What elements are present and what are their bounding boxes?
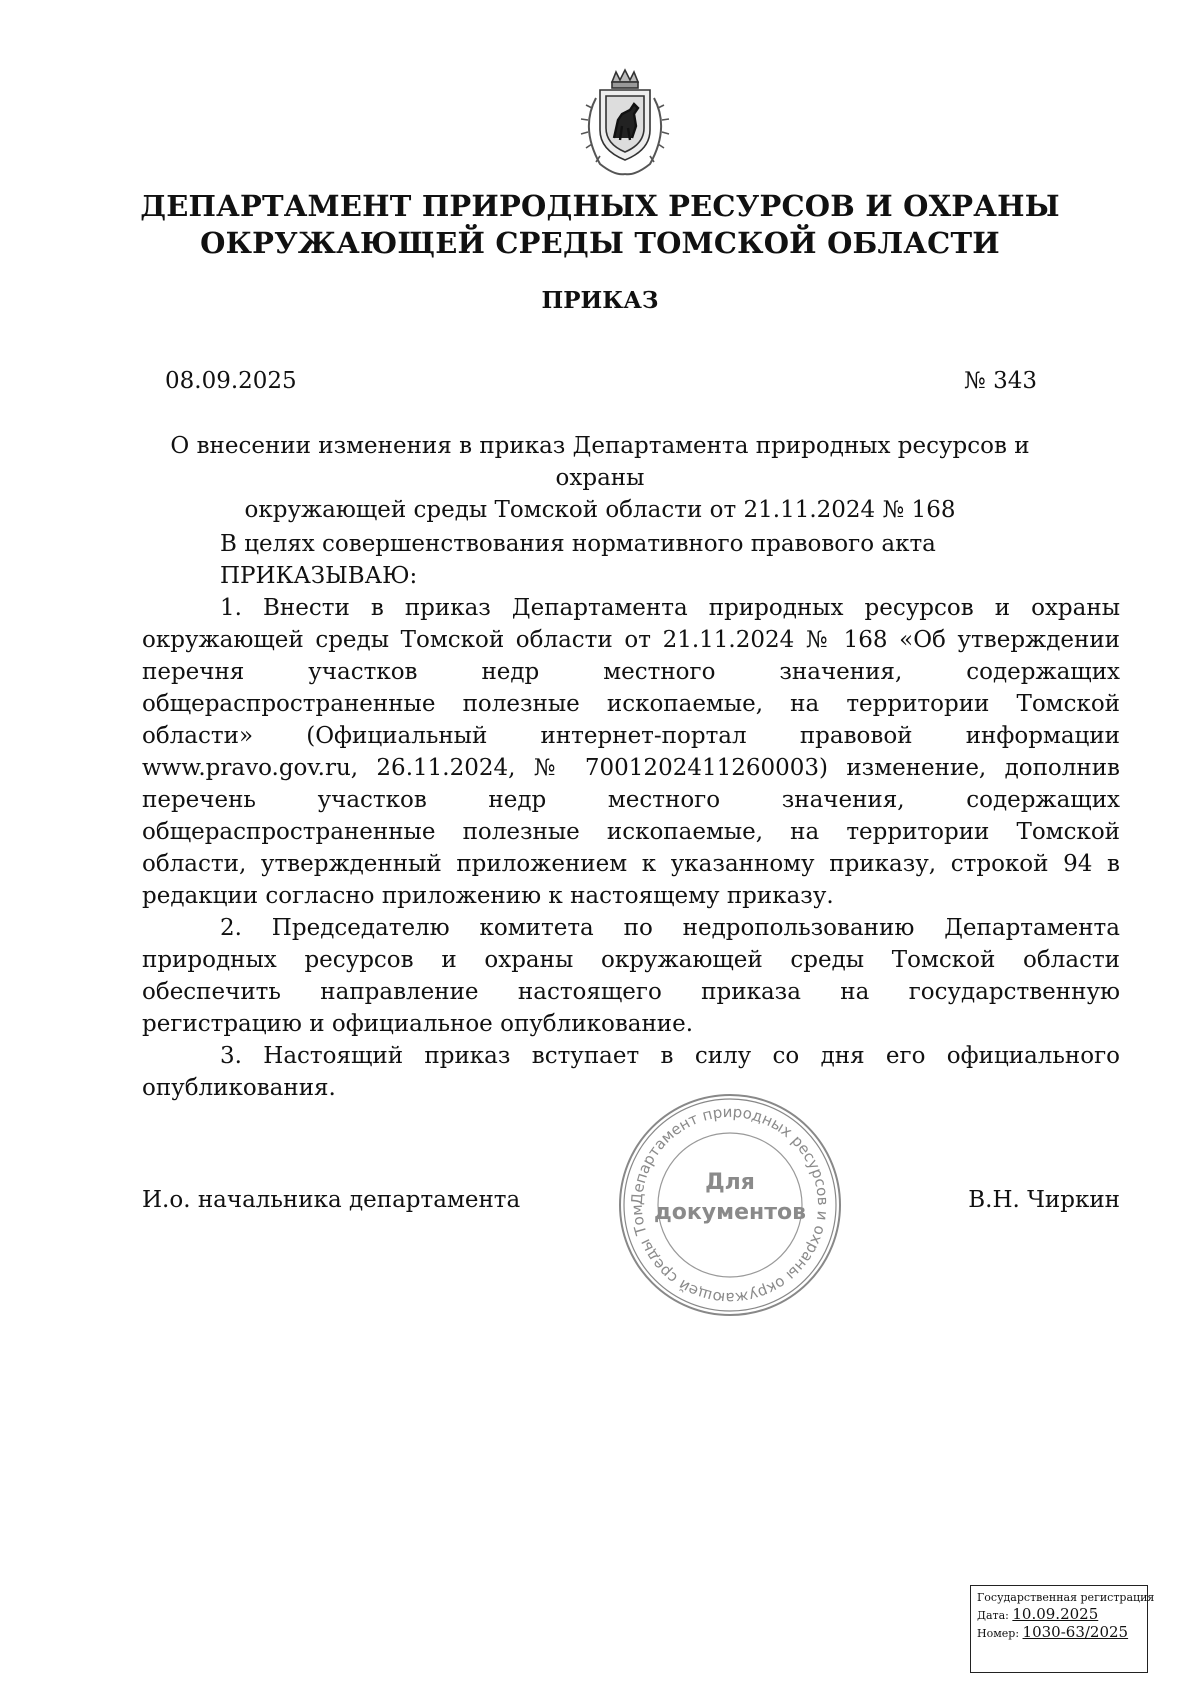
document-number: № 343 — [964, 368, 1037, 394]
command-word: ПРИКАЗЫВАЮ: — [220, 563, 418, 589]
subject-line-1: О внесении изменения в приказ Департамента природных ресурсов и охраны — [170, 433, 1030, 491]
organization-line-1: ДЕПАРТАМЕНТ ПРИРОДНЫХ РЕСУРСОВ И ОХРАНЫ — [140, 189, 1060, 223]
stamp-center-line-2: документов — [653, 1200, 807, 1225]
registration-date-value: 10.09.2025 — [1012, 1605, 1099, 1623]
registration-number-value: 1030-63/2025 — [1022, 1623, 1129, 1641]
document-type: ПРИКАЗ — [541, 287, 659, 314]
signature-role: И.о. начальника департамента — [142, 1187, 521, 1213]
registration-date-row — [977, 1606, 1141, 1624]
registration-box — [970, 1585, 1155, 1673]
organization-name — [120, 188, 1080, 262]
item-3-paragraph: 3. Настоящий приказ вступает в силу со дня его официального опубликования. — [142, 1043, 1120, 1101]
item-1-paragraph: 1. Внести в приказ Департамента природных ресурсов и охраны окружающей среды Томской области от 21.11.2024 № 168 «Об утверждении перечня участков недр местного значения, содержащих общераспространенные полезные ископаемые, на территории Томской области» (Официальный интернет-портал правовой информации www.pravo.gov.ru, 26.11.2024, № 7001202411260003) изменение, дополнив перечень участков недр местного значения, содержащих общераспространенные полезные ископаемые, на территории Томской области, утвержденный приложением к указанному приказу, строкой 94 в редакции согласно приложению к настоящему приказу. — [142, 595, 1120, 909]
organization-line-2: ОКРУЖАЮЩЕЙ СРЕДЫ ТОМСКОЙ ОБЛАСТИ — [200, 226, 1000, 260]
signature-name: В.Н. Чиркин — [968, 1187, 1120, 1213]
official-stamp — [615, 1090, 845, 1320]
registration-number-label: Номер: — [977, 1627, 1020, 1640]
stamp-ring-text: Департамент природных ресурсов и охраны окружающей среды Том — [627, 1102, 833, 1308]
item-2-paragraph: 2. Председателю комитета по недропользованию Департамента природных ресурсов и охраны окружающей среды Томской области обеспечить направление настоящего приказа на государственную регистрацию и официальное опубликование. — [142, 915, 1120, 1037]
subject-line-2: окружающей среды Томской области от 21.11.2024 № 168 — [244, 497, 956, 523]
intro-paragraph: В целях совершенствования нормативного правового акта — [220, 531, 936, 557]
registration-number-row — [977, 1624, 1141, 1642]
document-date: 08.09.2025 — [165, 368, 297, 394]
document-body — [142, 528, 1120, 1104]
document-subject — [150, 430, 1050, 526]
registration-title: Государственная регистрация — [977, 1591, 1155, 1604]
stamp-center-text — [615, 1168, 845, 1228]
coat-of-arms-icon — [570, 68, 680, 180]
registration-date-label: Дата: — [977, 1609, 1009, 1622]
stamp-center-line-1: Для — [705, 1170, 755, 1195]
